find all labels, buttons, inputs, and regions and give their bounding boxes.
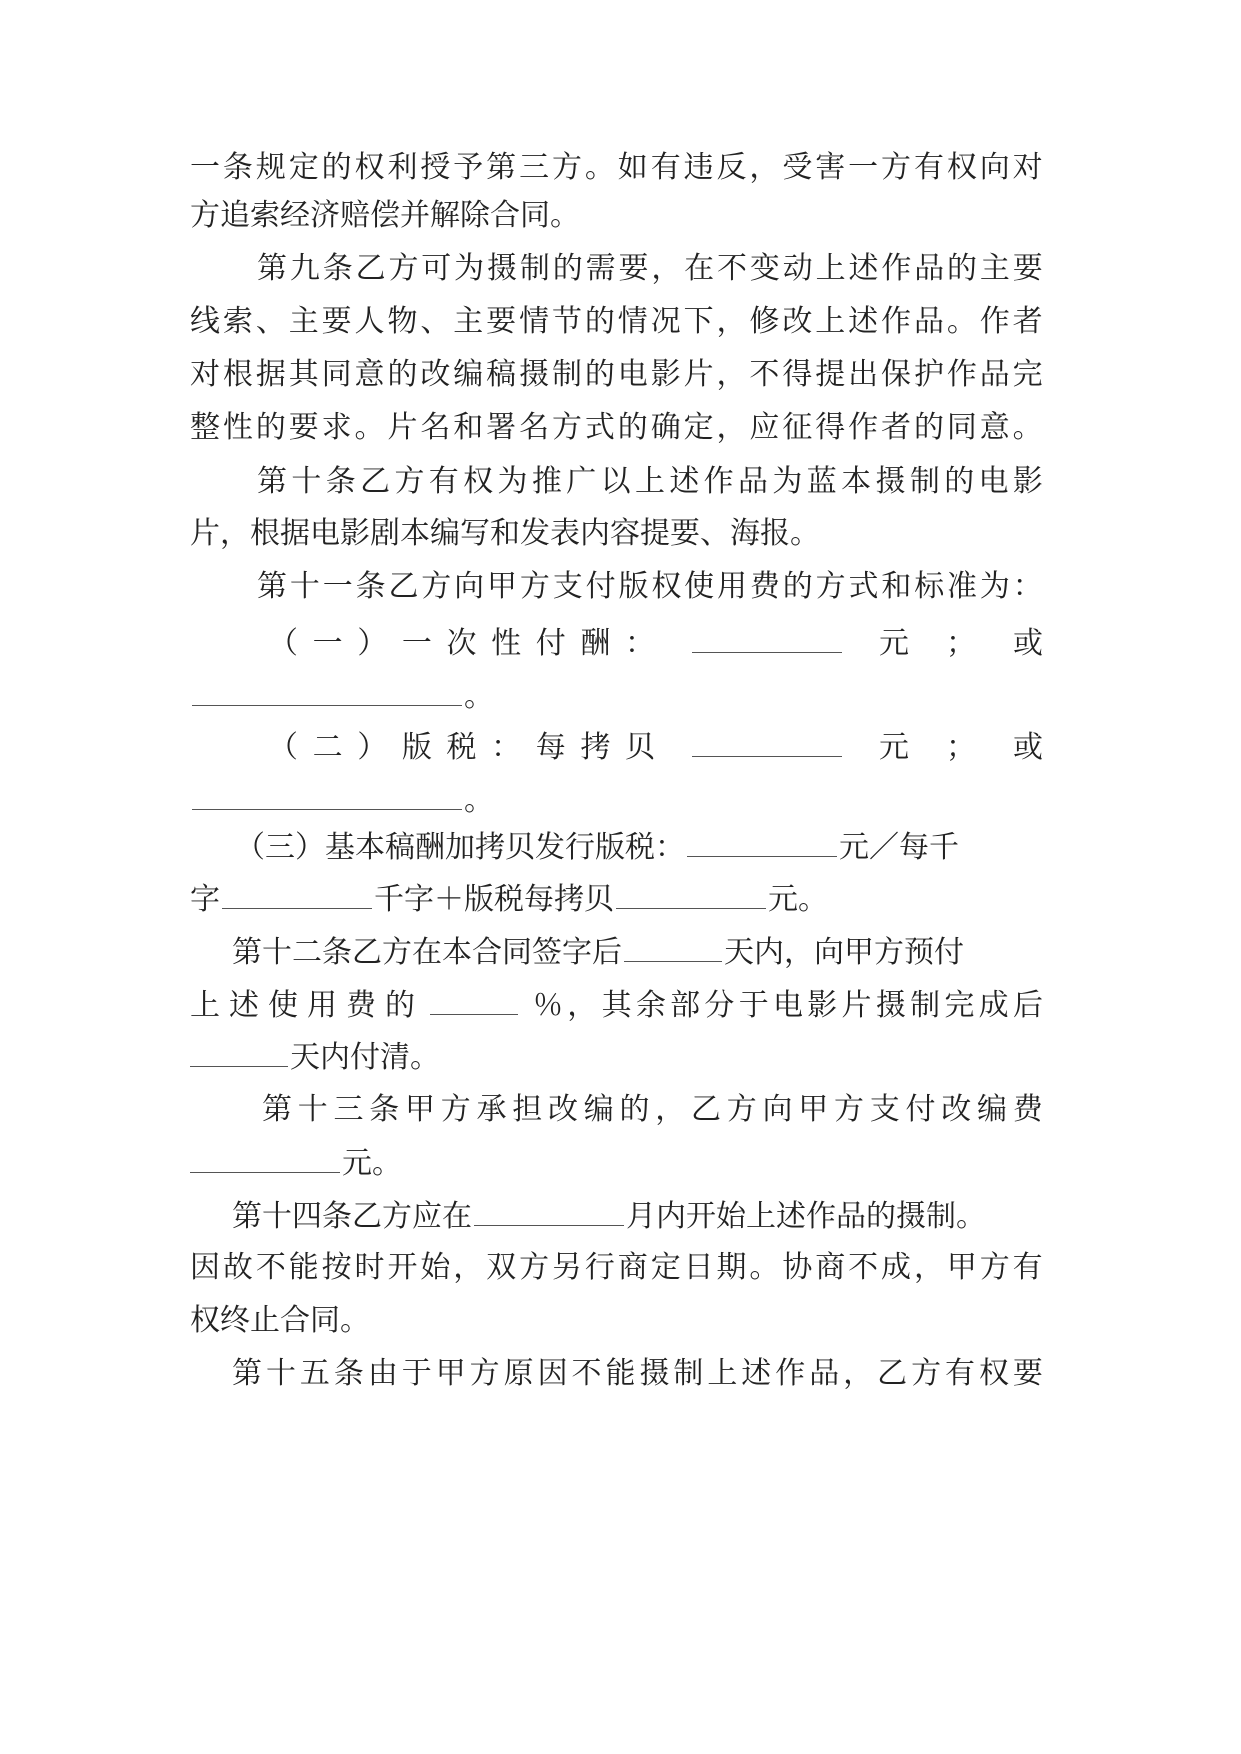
period: 。 (464, 783, 494, 818)
alternative-blank (192, 775, 462, 810)
text-line (190, 775, 494, 823)
text-line: 第 九 条 乙 方 可 为 摄 制 的 需 要 ， 在 不 变 动 上 述 作 品 的 主 要 (257, 251, 1043, 286)
percent-blank (430, 980, 518, 1015)
article-12-line (232, 927, 964, 975)
text-line: 对 根 据 其 同 意 的 改 编 稿 摄 制 的 电 影 片 ， 不 得 提 出 保 护 作 品 完 (190, 357, 1043, 392)
item-label: （ 二 ） 版 税 ： 每 拷 贝 (268, 730, 655, 765)
text-fragment: 天内，向甲方预付 (724, 935, 964, 970)
payment-item-one (268, 618, 1043, 666)
text-fragment: 第十四条乙方应在 (232, 1199, 472, 1234)
or-label: 或 (1013, 626, 1043, 661)
text-line: 权终止合同。 (190, 1303, 370, 1338)
days-blank (190, 1032, 288, 1067)
text-line: 一 条 规 定 的 权 利 授 予 第 三 方 。 如 有 违 反 ， 受 害 一 方 有 权 向 对 (190, 150, 1043, 185)
period: 。 (464, 679, 494, 714)
unit-label: 元 (879, 626, 909, 661)
text-fragment: 上 述 使 用 费 的 (190, 988, 415, 1023)
base-fee-blank (687, 822, 837, 857)
text-fragment: ％ ， 其 余 部 分 于 电 影 片 摄 制 完 成 后 (533, 988, 1043, 1023)
separator: ； (946, 730, 976, 765)
text-line (190, 671, 494, 719)
text-fragment: 月内开始上述作品的摄制。 (626, 1199, 986, 1234)
text-line: 整 性 的 要 求 。 片 名 和 署 名 方 式 的 确 定 ， 应 征 得 作 者 的 同 意 。 (190, 410, 1043, 445)
or-label: 或 (1013, 730, 1043, 765)
months-blank (474, 1191, 624, 1226)
text-fragment: 天内付清。 (290, 1040, 440, 1075)
text-line (190, 1138, 402, 1186)
text-fragment: 元／每千 (839, 830, 959, 865)
text-line: 第 十 一 条 乙 方 向 甲 方 支 付 版 权 使 用 费 的 方 式 和 标 准 为 ： (257, 569, 1043, 604)
text-line: 第 十 条 乙 方 有 权 为 推 广 以 上 述 作 品 为 蓝 本 摄 制 的 电 影 (257, 464, 1043, 499)
unit-label: 元 (879, 730, 909, 765)
fee-blank (190, 1138, 340, 1173)
alternative-blank (192, 671, 462, 706)
days-blank (624, 927, 722, 962)
text-line: 第 十 五 条 由 于 甲 方 原 因 不 能 摄 制 上 述 作 品 ， 乙 方 有 权 要 (232, 1356, 1043, 1391)
text-line (190, 980, 1043, 1028)
item-label: （三）基本稿酬加拷贝发行版税： (235, 830, 685, 865)
amount-blank (692, 722, 842, 757)
text-line: 因 故 不 能 按 时 开 始 ， 双 方 另 行 商 定 日 期 。 协 商 不 成 ， 甲 方 有 (190, 1250, 1043, 1285)
text-fragment: 第十二条乙方在本合同签字后 (232, 935, 622, 970)
payment-item-three (235, 822, 959, 870)
text-line: 线 索 、 主 要 人 物 、 主 要 情 节 的 情 况 下 ， 修 改 上 述 作 品 。 作 者 (190, 304, 1043, 339)
text-fragment: 字 (190, 882, 220, 917)
text-fragment: 元。 (768, 882, 828, 917)
amount-blank (692, 618, 842, 653)
article-14-line (232, 1191, 986, 1239)
text-line: 第 十 三 条 甲 方 承 担 改 编 的 ， 乙 方 向 甲 方 支 付 改 编 费 (262, 1092, 1043, 1127)
text-line (190, 874, 828, 922)
per-copy-blank (616, 874, 766, 909)
thousand-words-blank (222, 874, 372, 909)
separator: ； (946, 626, 976, 661)
text-fragment: 千字＋版税每拷贝 (374, 882, 614, 917)
text-fragment: 元。 (342, 1146, 402, 1181)
text-line: 方追索经济赔偿并解除合同。 (190, 198, 580, 233)
payment-item-two (268, 722, 1043, 770)
text-line: 片，根据电影剧本编写和发表内容提要、海报。 (190, 516, 820, 551)
text-line (190, 1032, 440, 1080)
item-label: （ 一 ） 一 次 性 付 酬 ： (268, 626, 655, 661)
